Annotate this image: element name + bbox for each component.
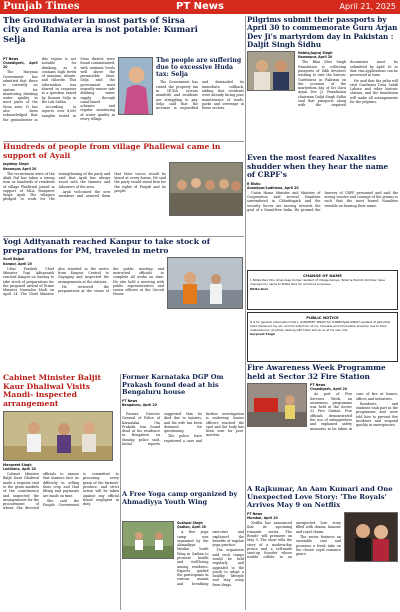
- photo-yogi: [167, 257, 243, 309]
- byline: Sunil Bajpai Kanpur, April 20: [3, 257, 32, 266]
- headline: Pilgrims submit their passports by April 30 to commemorate Guru Arjan Dev Ji's martyrdom day in Pakistan : Daljit Singh Sidhu: [247, 16, 398, 49]
- crowd-photo: [170, 163, 243, 216]
- article-harassment: [122, 374, 244, 412]
- byline: Manpreet Singh Ludhiana, April 20: [3, 462, 36, 472]
- byline: PT News Chandigarh, April 20: [3, 57, 38, 70]
- paragraph: Residents and students took part in the programme and were told how to prevent fire incidents and respond quickly in emergencies.: [356, 401, 398, 428]
- paragraph: Uttar Pradesh Chief Minister Yogi Adityanath reached Kanpur on Sunday to take stock of preparations for the proposed arrival of Prime Minister Narendra Modi on April 24. The Chief Minister also traveled in the metro from Kanpur Central to Nayaganj and inspected the arrangements at the stations.: [3, 266, 109, 297]
- byline: Nabha/Jugraj Singh Nawanpur, April 20: [298, 51, 333, 60]
- ad-heading: PUBLIC NOTICE: [306, 315, 339, 320]
- article-groundwater-body: [3, 57, 115, 139]
- fire-station-photo: [248, 384, 307, 427]
- ad-heading: CHANGE OF NAME: [303, 273, 342, 278]
- article-vishwa: [3, 374, 119, 610]
- ad-body: It is for general information that I, GURPREET SINGH S/o HARBHAJAN SINGH resident of Jalandhar have disowned my son and his wife from all my movable and immovable property due to their misbehaviour. Anybody dealing with them will do so at his own risk.: [250, 320, 391, 332]
- article-harassment-body: [122, 412, 244, 490]
- headline: A Rajkumar, An Aam Kumari and One Unexpected Love Story: 'The Royals' Arrives May 9 on Netflix: [247, 486, 393, 509]
- paragraph: The police have registered a case and further investigation is underway. Senior officers reached the spot and the body has been sent for post-mortem.: [164, 412, 244, 443]
- paragraph: The Bhai Sher Singh Foundation is collecting passports of Sikh devotees wishing to visit the historic Gurdwaras in Pakistan on the occasion of the martyrdom day of Sri Guru Arjan Dev Ji. Foundation chairman Daljit Singh Sidhu said that passports along with the required documents must be submitted by April 30 so that visa applications can be processed in time.: [298, 60, 398, 108]
- photo-minister: [3, 411, 113, 461]
- paragraph: A free yoga camp was organized by the Ahmadiyya Muslim Youth Wing in Qadian to promote health and well-being among residents. Experts guided the participants in various asanas and breathing exercises and explained the benefits of regular yoga practice.: [177, 530, 244, 586]
- masthead-logo: Punjab Times: [3, 1, 80, 12]
- paragraph: According to reports, over 4,000 samples tested in Sirsa district were found contaminated, with uranium levels well above the permissible limit. Selja said the government must urgently ensure safe drinking water supply through canal-based schemes and regular monitoring of water quality in every village.: [41, 57, 115, 121]
- actors-photo: [345, 513, 398, 562]
- divider: [3, 236, 244, 237]
- headline: The people are suffering due to excessive Huda tax: Selja: [156, 57, 242, 79]
- headline: Even the most feared Naxalites shudder when they hear the name of CRPF's: [247, 154, 389, 180]
- photo-selja: [118, 57, 153, 115]
- headline: A Free Yoga camp organized by Ahmadiyya Youth Wing: [122, 491, 238, 506]
- photo-villagers: [169, 162, 243, 216]
- ad-footer: Gurpreet Singh: [250, 332, 275, 337]
- headline: Former Karnataka DGP Om Prakash found dead at his Bengaluru house: [122, 374, 224, 397]
- article-efforts: [156, 57, 244, 140]
- byline: R Rishu Anandpur/Ludhiana, April 20: [247, 181, 299, 190]
- headline: The Groundwater in most parts of Sirsa city and Rania area is not potable: Kumari Selja: [3, 16, 198, 44]
- paragraph: As part of Fire Services Week, an awareness programme was held at the Sector 32 Fire Station. Fire officials demonstrated the use of extinguishers and explained safety measures to be taken in case of fire at homes, offices and industries.: [310, 392, 398, 431]
- paragraph: Ayali welcomed the new members and assured them that their voices would be heard at every forum. He said the party would stand firm for the rights of Punjab and its people.: [58, 171, 166, 199]
- mandi-photo: [4, 412, 113, 461]
- paragraph: Former Director General of Police of Karnataka Om Prakash was found dead at his residence in Bengaluru on Sunday, police said. Initial reports suggested that he died due to injuries, and his wife has been detained for questioning.: [122, 412, 202, 446]
- headline: Hundreds of people from village Phallewal came in support of Ayali: [3, 143, 221, 160]
- masthead: [0, 0, 400, 14]
- paragraph: The series features an ensemble cast and promises a fresh take on the classic royal romance genre.: [296, 534, 341, 557]
- byline: Jagdeep Singh Navanpur, April 20: [3, 162, 37, 171]
- paragraph: Cabinet Minister Baljit Kaur Dhaliwal made a surprise visit to the grain markets of the constituency and inspected the arrangements for the procurement of wheat. She directed officials to ensure that farmers face no difficulty in selling their crop and that lifting and payments are made on time.: [3, 472, 79, 511]
- photo-fire: [247, 383, 307, 427]
- byline: PT News Chandigarh, April 20: [310, 383, 348, 392]
- classified-public-notice: [247, 312, 398, 362]
- divider: [3, 141, 244, 142]
- metro-photo: [168, 258, 243, 309]
- headline: Yogi Adityanath reached Kanpur to take stock of preparations for PM, traveled in metro: [3, 238, 210, 255]
- article-rajkumar: [247, 486, 398, 610]
- photo-yoga: [122, 521, 174, 559]
- column-divider: [120, 374, 121, 610]
- paragraph: Union Home Minister and Minister of Cooperation said several Naxalites surrendered in Chhattisgarh and the security forces are moving towards the goal of a Naxal-free India. He praised the bravery of CRPF personnel and said the strong resolve and courage of the jawans is such that the most feared Naxalites tremble on hearing their name.: [247, 190, 398, 212]
- classified-name-change: [247, 270, 398, 310]
- paragraph: The organizers said such camps would be held regularly and appealed to the youth to adopt a healthy lifestyle and stay away from drugs.: [212, 548, 244, 587]
- article-yoga-camp: [122, 491, 244, 521]
- article-punjab-police: [247, 154, 398, 268]
- photo-royals: [344, 512, 398, 562]
- paragraph: He said that the jatha will visit Gurdwara Dera Sahib Lahore and other historic shrines, and the foundation will make all arrangements for the pilgrims.: [350, 78, 398, 104]
- article-yogi: [3, 238, 243, 373]
- byline: PT News Mumbai, April 20: [247, 511, 278, 520]
- byline: Sukhpal Singh Qadian, April 20: [177, 521, 207, 530]
- paragraph: He reviewed the preparations at the venue of the public meeting and instructed officials to complete all works on time. He also held a meeting with public representatives and senior officers at the Circuit House.: [58, 266, 164, 297]
- headline: Cabinet Minister Baljit Kaur Dhaliwal Visits Mandi- inspected arrangement: [3, 374, 101, 409]
- paragraph: She said the Punjab Government is committed to procuring every grain of the farmers' produce, and strict action will be taken against any official found negligent in duty.: [43, 472, 119, 508]
- article-fire: [247, 364, 398, 484]
- ad-body: I, Nitika Rani W/o Amandeep Kumar resident of Village Kaloya, Tehsil & District Amritsar have changed my name to Nitika Rani for all future purposes.: [250, 278, 385, 286]
- article-groundwater: [3, 16, 201, 56]
- headline: Fire Awareness Week Programme held at Sector 32 Fire Station: [247, 364, 386, 381]
- article-pilgrims: [247, 16, 398, 152]
- article-yoga-camp-body: [122, 521, 244, 610]
- portrait-image: [119, 58, 153, 115]
- group-photo: [248, 52, 295, 91]
- byline: PT News Bengaluru, April 20: [122, 398, 157, 407]
- paragraph: The Haryana Government has admitted that there is currently no system for monitoring drinking water quality in most parts of the Sirsa area. It has also been acknowledged that the groundwater in this region is not suitable for drinking, as it contains high levels of uranium, nitrate, and chloride. This information was shared in response to a question raised by Kumari Selja in the Lok Sabha.: [3, 57, 77, 122]
- yoga-photo: [123, 522, 174, 559]
- section-title: PT News: [176, 1, 224, 12]
- ad-footer: Nitika Rani: [250, 286, 268, 291]
- article-villagers: [3, 143, 243, 235]
- paragraph: Netflix has announced that its upcoming romantic series 'The Royals' will premiere on May 9. The show tells the story of a modern-day prince and a self-made start-up founder whose worlds collide in an unexpected love story filled with drama, humour and royal charm.: [247, 521, 341, 560]
- photo-pilgrims: [247, 51, 295, 91]
- column-divider: [245, 16, 246, 610]
- issue-date: April 21, 2025: [339, 2, 396, 11]
- paragraph: The Government has raised the property tax in HUDA sectors manifold, and residents are struggling to pay. Selja said that the increase is unjustified and demanded its immediate rollback, adding that residents were already facing poor maintenance of roads, parks and sewerage in these sectors.: [156, 80, 244, 111]
- paragraph: The recruitment drive of the Akali Dal has taken a strong turn as hundreds of residents of village Phallewal joined in support of MLA Manpreet Singh Ayali. The villagers pledged to work for the strengthening of the party and said that Ayali has always stood with the farmers and labourers of the area.: [3, 171, 111, 202]
